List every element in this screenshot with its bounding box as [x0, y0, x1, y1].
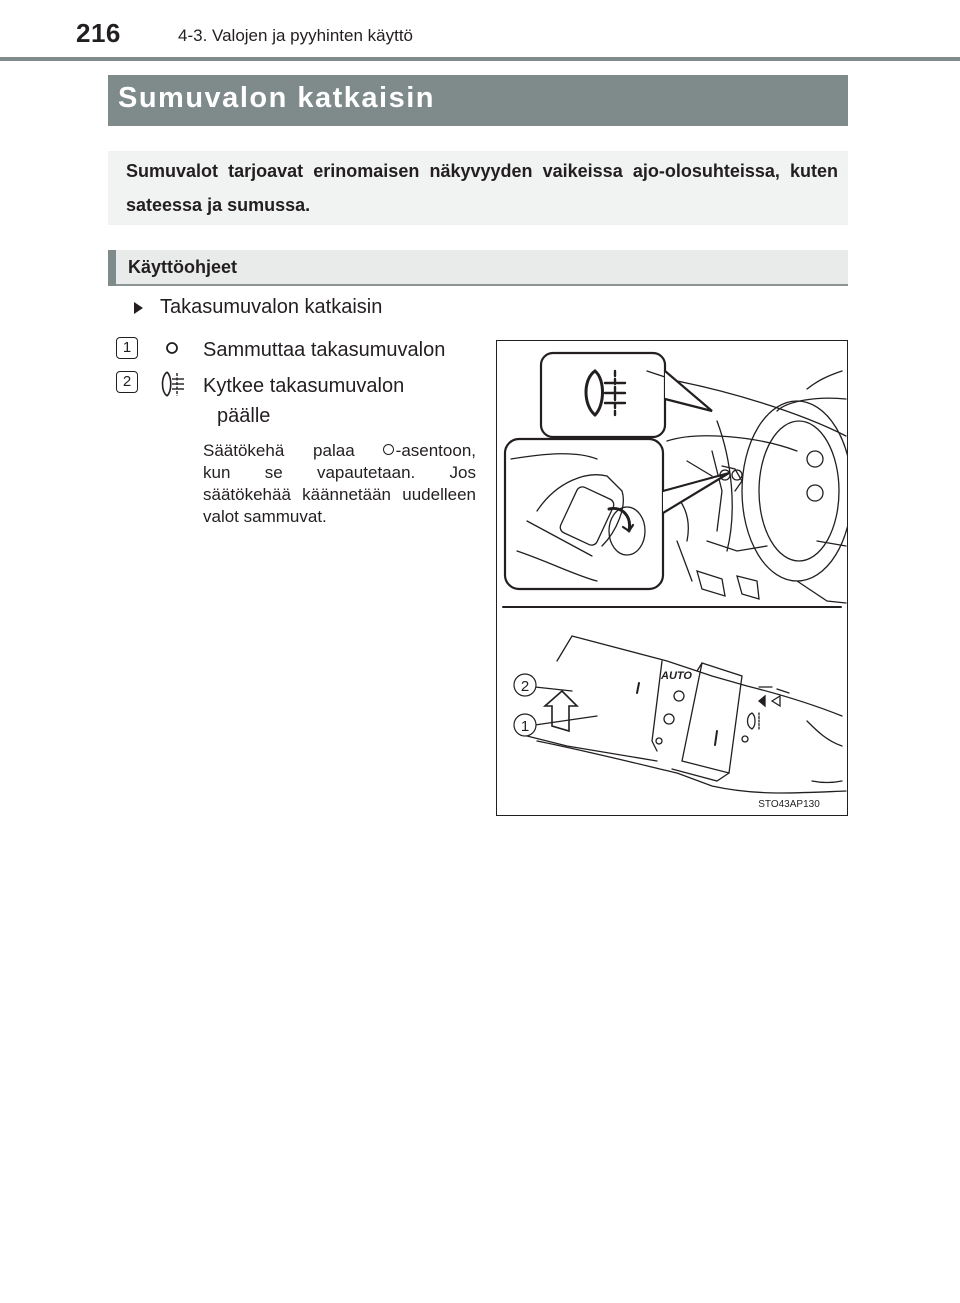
- rear-fog-light-icon: [160, 369, 186, 404]
- note-part-2: -asentoon, kun se vapautetaan. Jos säätökehää käännetään uudelleen valot sammuvat.: [203, 441, 476, 526]
- subsection-accent: [108, 250, 116, 286]
- figure-callout-2: 2: [520, 678, 530, 695]
- illustration-drawing: [497, 341, 847, 815]
- note-part-1: Säätökehä palaa: [203, 441, 355, 460]
- section-title: Sumuvalon katkaisin: [118, 82, 435, 114]
- intro-text: Sumuvalot tarjoavat erinomaisen näkyvyyden vaikeissa ajo-olosuhteissa, kuten sateessa ja sumussa.: [126, 161, 838, 215]
- item-text-2-line-2: päälle: [217, 405, 271, 427]
- item-text-2-line-1: Kytkee takasumuvalon: [203, 375, 405, 397]
- item-text-1: Sammuttaa takasumuvalon: [203, 339, 446, 361]
- chapter-title: 4-3. Valojen ja pyyhinten käyttö: [178, 26, 413, 45]
- header-divider: [0, 57, 960, 61]
- figure-callout-1: 1: [520, 718, 530, 735]
- subsection-title: Käyttöohjeet: [128, 257, 238, 277]
- item-number-1: 1: [116, 337, 138, 359]
- triangle-bullet-icon: [134, 302, 143, 314]
- section-title-bar: [108, 75, 848, 126]
- svg-text:AUTO: AUTO: [661, 670, 692, 682]
- figure-code: STO43AP130: [758, 799, 820, 810]
- subsection-header: [108, 250, 848, 286]
- switch-illustration: [496, 340, 848, 816]
- page-number: 216: [76, 18, 121, 48]
- intro-box: [108, 151, 848, 225]
- off-position-icon: [164, 340, 180, 361]
- note-text: [203, 440, 476, 528]
- off-position-inline-icon: [383, 444, 394, 455]
- bullet-text: Takasumuvalon katkaisin: [160, 296, 383, 318]
- item-number-2: 2: [116, 371, 138, 393]
